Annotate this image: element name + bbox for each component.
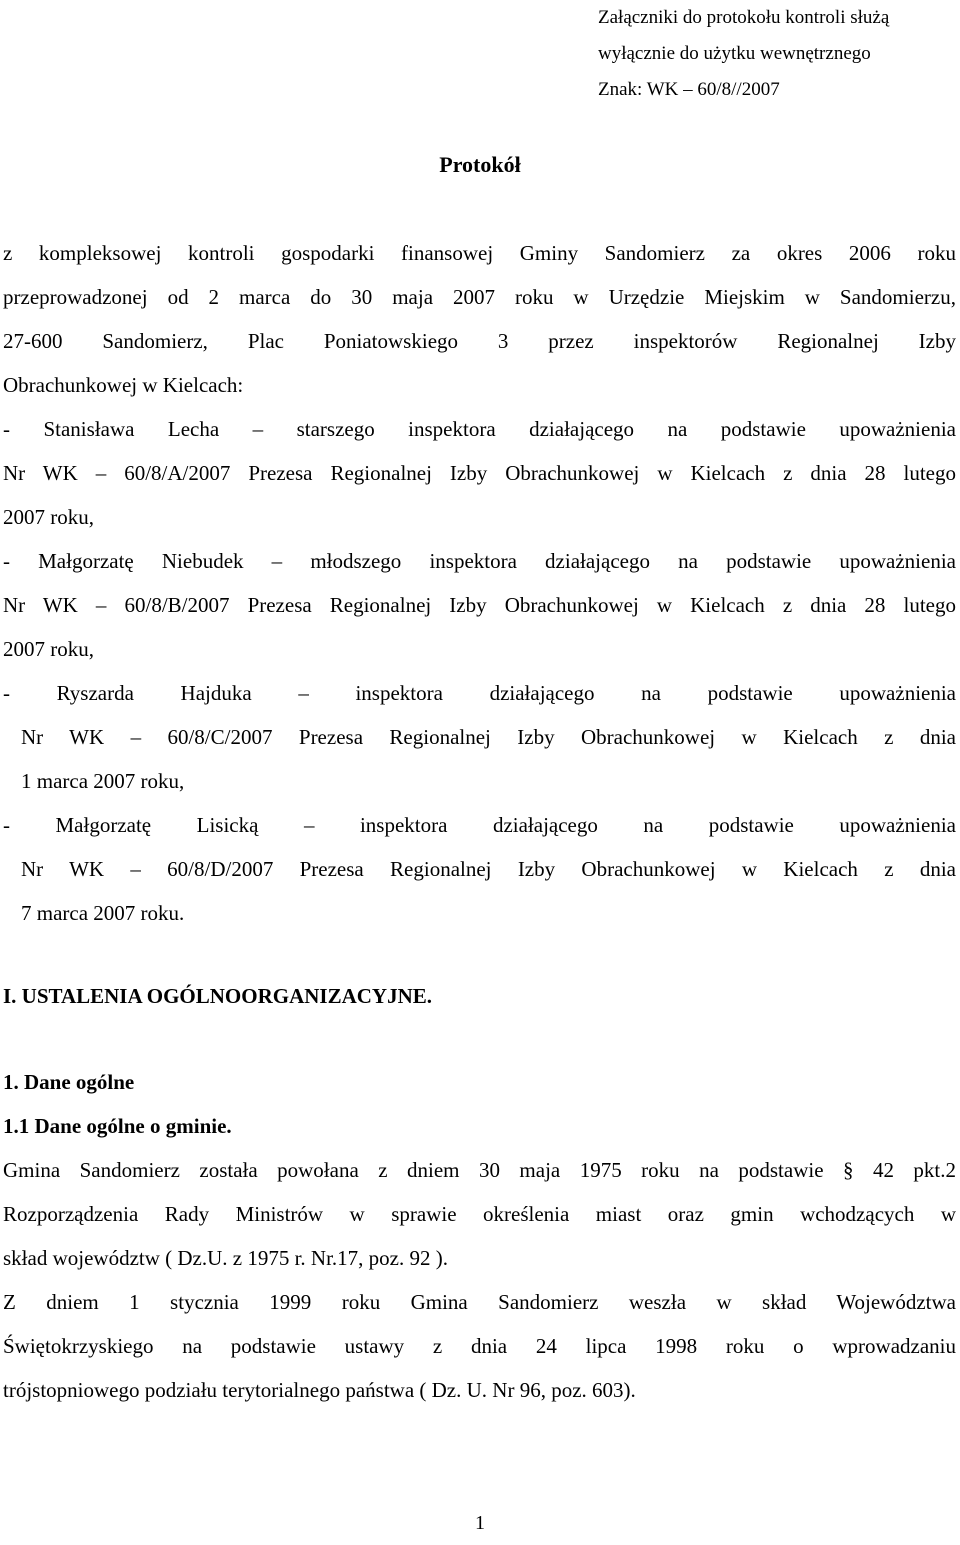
intro-line: 27-600 Sandomierz, Plac Poniatowskiego 3 przez inspektorów Regionalnej Izby — [3, 329, 956, 353]
inspector-line: 7 marca 2007 roku. — [21, 901, 185, 925]
body-line: skład województw ( Dz.U. z 1975 r. Nr.17, poz. 92 ). — [3, 1246, 448, 1270]
spacer — [3, 1025, 956, 1067]
section-heading: I. USTALENIA OGÓLNOORGANIZACYJNE. — [3, 984, 433, 1008]
subheading-dane-o-gminie: 1.1 Dane ogólne o gminie. — [3, 1114, 232, 1138]
body-line: Gmina Sandomierz została powołana z dniem 30 maja 1975 roku na podstawie § 42 pkt.2 — [3, 1158, 956, 1182]
intro-line: z kompleksowej kontroli gospodarki finansowej Gminy Sandomierz za okres 2006 roku — [3, 241, 956, 265]
body-line: Świętokrzyskiego na podstawie ustawy z dnia 24 lipca 1998 roku o wprowadzaniu — [3, 1334, 956, 1358]
intro-paragraph — [3, 238, 956, 942]
inspector-line: - Ryszarda Hajduka – inspektora działającego na podstawie upoważnienia — [3, 681, 956, 705]
header-line-1: Załączniki do protokołu kontroli służą — [598, 7, 890, 28]
header-line-2: wyłącznie do użytku wewnętrznego — [598, 43, 871, 64]
inspector-line: Nr WK – 60/8/C/2007 Prezesa Regionalnej Izby Obrachunkowej w Kielcach z dnia — [21, 725, 956, 749]
inspector-line: 2007 roku, — [3, 505, 94, 529]
intro-line: Obrachunkowej w Kielcach: — [3, 373, 244, 397]
body-line: Z dniem 1 stycznia 1999 roku Gmina Sandomierz weszła w skład Województwa — [3, 1290, 956, 1314]
inspector-line: Nr WK – 60/8/B/2007 Prezesa Regionalnej Izby Obrachunkowej w Kielcach z dnia 28 lutego — [3, 593, 956, 617]
intro-line: przeprowadzonej od 2 marca do 30 maja 2007 roku w Urzędzie Miejskim w Sandomierzu, — [3, 285, 956, 309]
page-number: 1 — [475, 1512, 485, 1534]
inspector-line: Nr WK – 60/8/D/2007 Prezesa Regionalnej Izby Obrachunkowej w Kielcach z dnia — [21, 857, 956, 881]
inspector-line: Nr WK – 60/8/A/2007 Prezesa Regionalnej Izby Obrachunkowej w Kielcach z dnia 28 lutego — [3, 461, 956, 485]
body-line: trójstopniowego podziału terytorialnego państwa ( Dz. U. Nr 96, poz. 603). — [3, 1378, 636, 1402]
body-line: Rozporządzenia Rady Ministrów w sprawie określenia miast oraz gmin wchodzących w — [3, 1202, 956, 1226]
header-note — [598, 0, 889, 108]
inspector-line: - Stanisława Lecha – starszego inspektora działającego na podstawie upoważnienia — [3, 417, 956, 441]
inspector-line: - Małgorzatę Niebudek – młodszego inspektora działającego na podstawie upoważnienia — [3, 549, 956, 573]
inspector-line: - Małgorzatę Lisicką – inspektora działającego na podstawie upoważnienia — [3, 813, 956, 837]
header-line-3: Znak: WK – 60/8//2007 — [598, 79, 780, 100]
section-block — [3, 981, 956, 1419]
document-title: Protokół — [439, 152, 521, 177]
inspector-line: 2007 roku, — [3, 637, 94, 661]
subheading-dane-ogolne: 1. Dane ogólne — [3, 1070, 135, 1094]
inspector-line: 1 marca 2007 roku, — [21, 769, 185, 793]
